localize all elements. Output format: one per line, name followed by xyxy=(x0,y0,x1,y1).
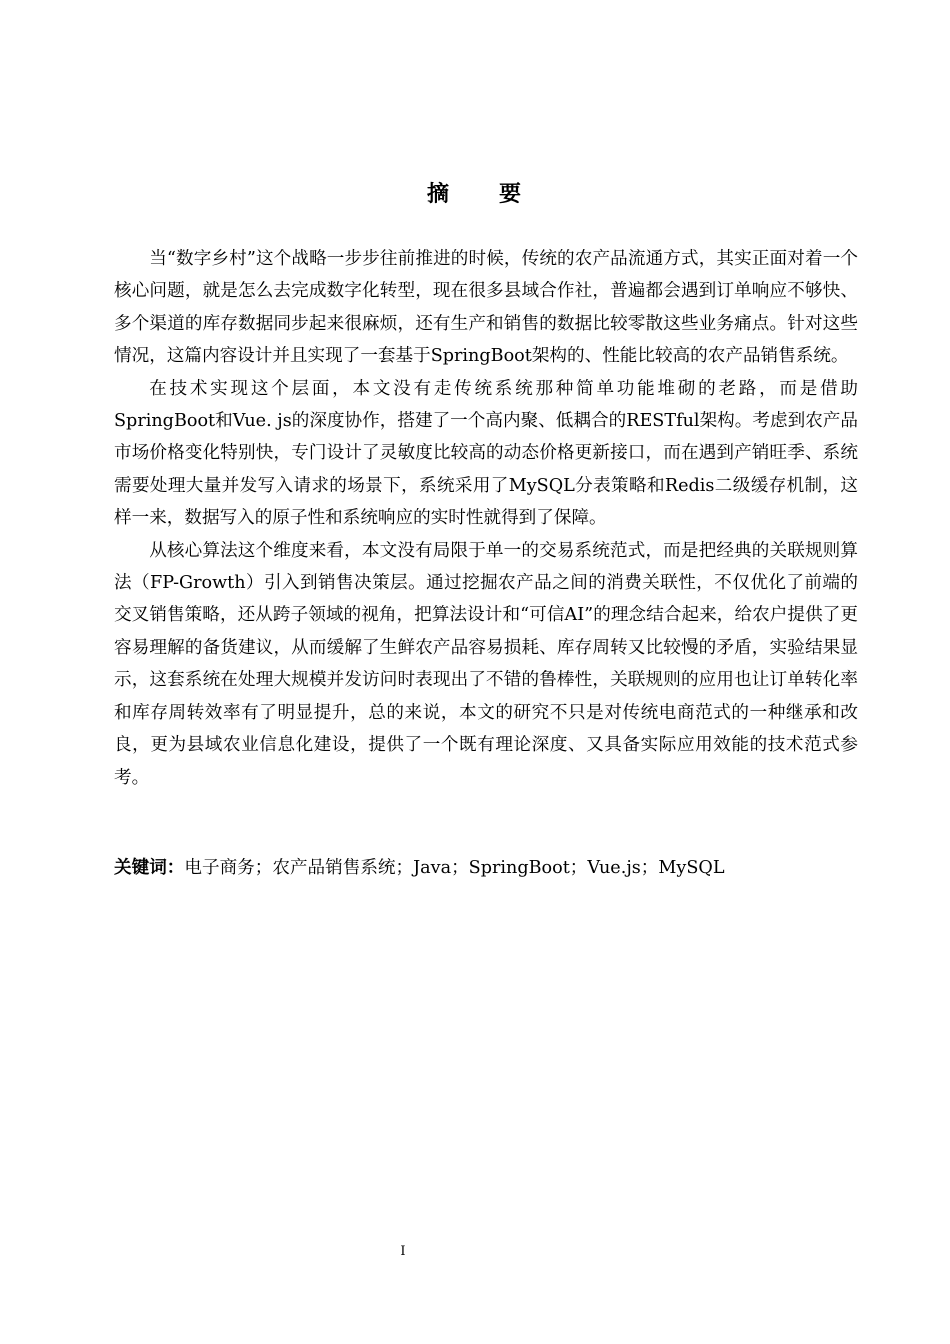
abstract-paragraph-3: 从核心算法这个维度来看，本文没有局限于单一的交易系统范式，而是把经典的关联规则算法（FP-Growth）引入到销售决策层。通过挖掘农产品之间的消费关联性，不仅优化了前端的交叉销售策略，还从跨子领域的视角，把算法设计和“可信AI”的理念结合起来，给农户提供了更容易理解的备货建议，从而缓解了生鲜农产品容易损耗、库存周转又比较慢的矛盾，实验结果显示，这套系统在处理大规模并发访问时表现出了不错的鲁棒性，关联规则的应用也让订单转化率和库存周转效率有了明显提升，总的来说，本文的研究不只是对传统电商范式的一种继承和改良，更为县域农业信息化建设，提供了一个既有理论深度、又具备实际应用效能的技术范式参考。 xyxy=(114,540,858,788)
keywords-label: 关键词： xyxy=(114,858,185,878)
abstract-body xyxy=(114,243,858,794)
title-char-1: 摘 xyxy=(426,182,451,207)
keywords-line xyxy=(114,852,858,884)
page-title xyxy=(0,181,950,209)
abstract-paragraph-2: 在技术实现这个层面，本文没有走传统系统那种简单功能堆砌的老路，而是借助SpringBoot和Vue. js的深度协作，搭建了一个高内聚、低耦合的RESTful架构。考虑到农产品市场价格变化特别快，专门设计了灵敏度比较高的动态价格更新接口，而在遇到产销旺季、系统需要处理大量并发写入请求的场景下，系统采用了MySQL分表策略和Redis二级缓存机制，这样一来，数据写入的原子性和系统响应的实时性就得到了保障。 xyxy=(114,378,858,529)
page-number: I xyxy=(400,1244,406,1259)
abstract-paragraph-1: 当“数字乡村”这个战略一步步往前推进的时候，传统的农产品流通方式，其实正面对着一个核心问题，就是怎么去完成数字化转型，现在很多县域合作社，普遍都会遇到订单响应不够快、多个渠道的库存数据同步起来很麻烦，还有生产和销售的数据比较零散这些业务痛点。针对这些情况，这篇内容设计并且实现了一套基于SpringBoot架构的、性能比较高的农产品销售系统。 xyxy=(114,249,858,367)
keywords-text: 电子商务；农产品销售系统；Java；SpringBoot；Vue.js；MySQL xyxy=(184,858,725,878)
title-char-2: 要 xyxy=(499,182,524,207)
